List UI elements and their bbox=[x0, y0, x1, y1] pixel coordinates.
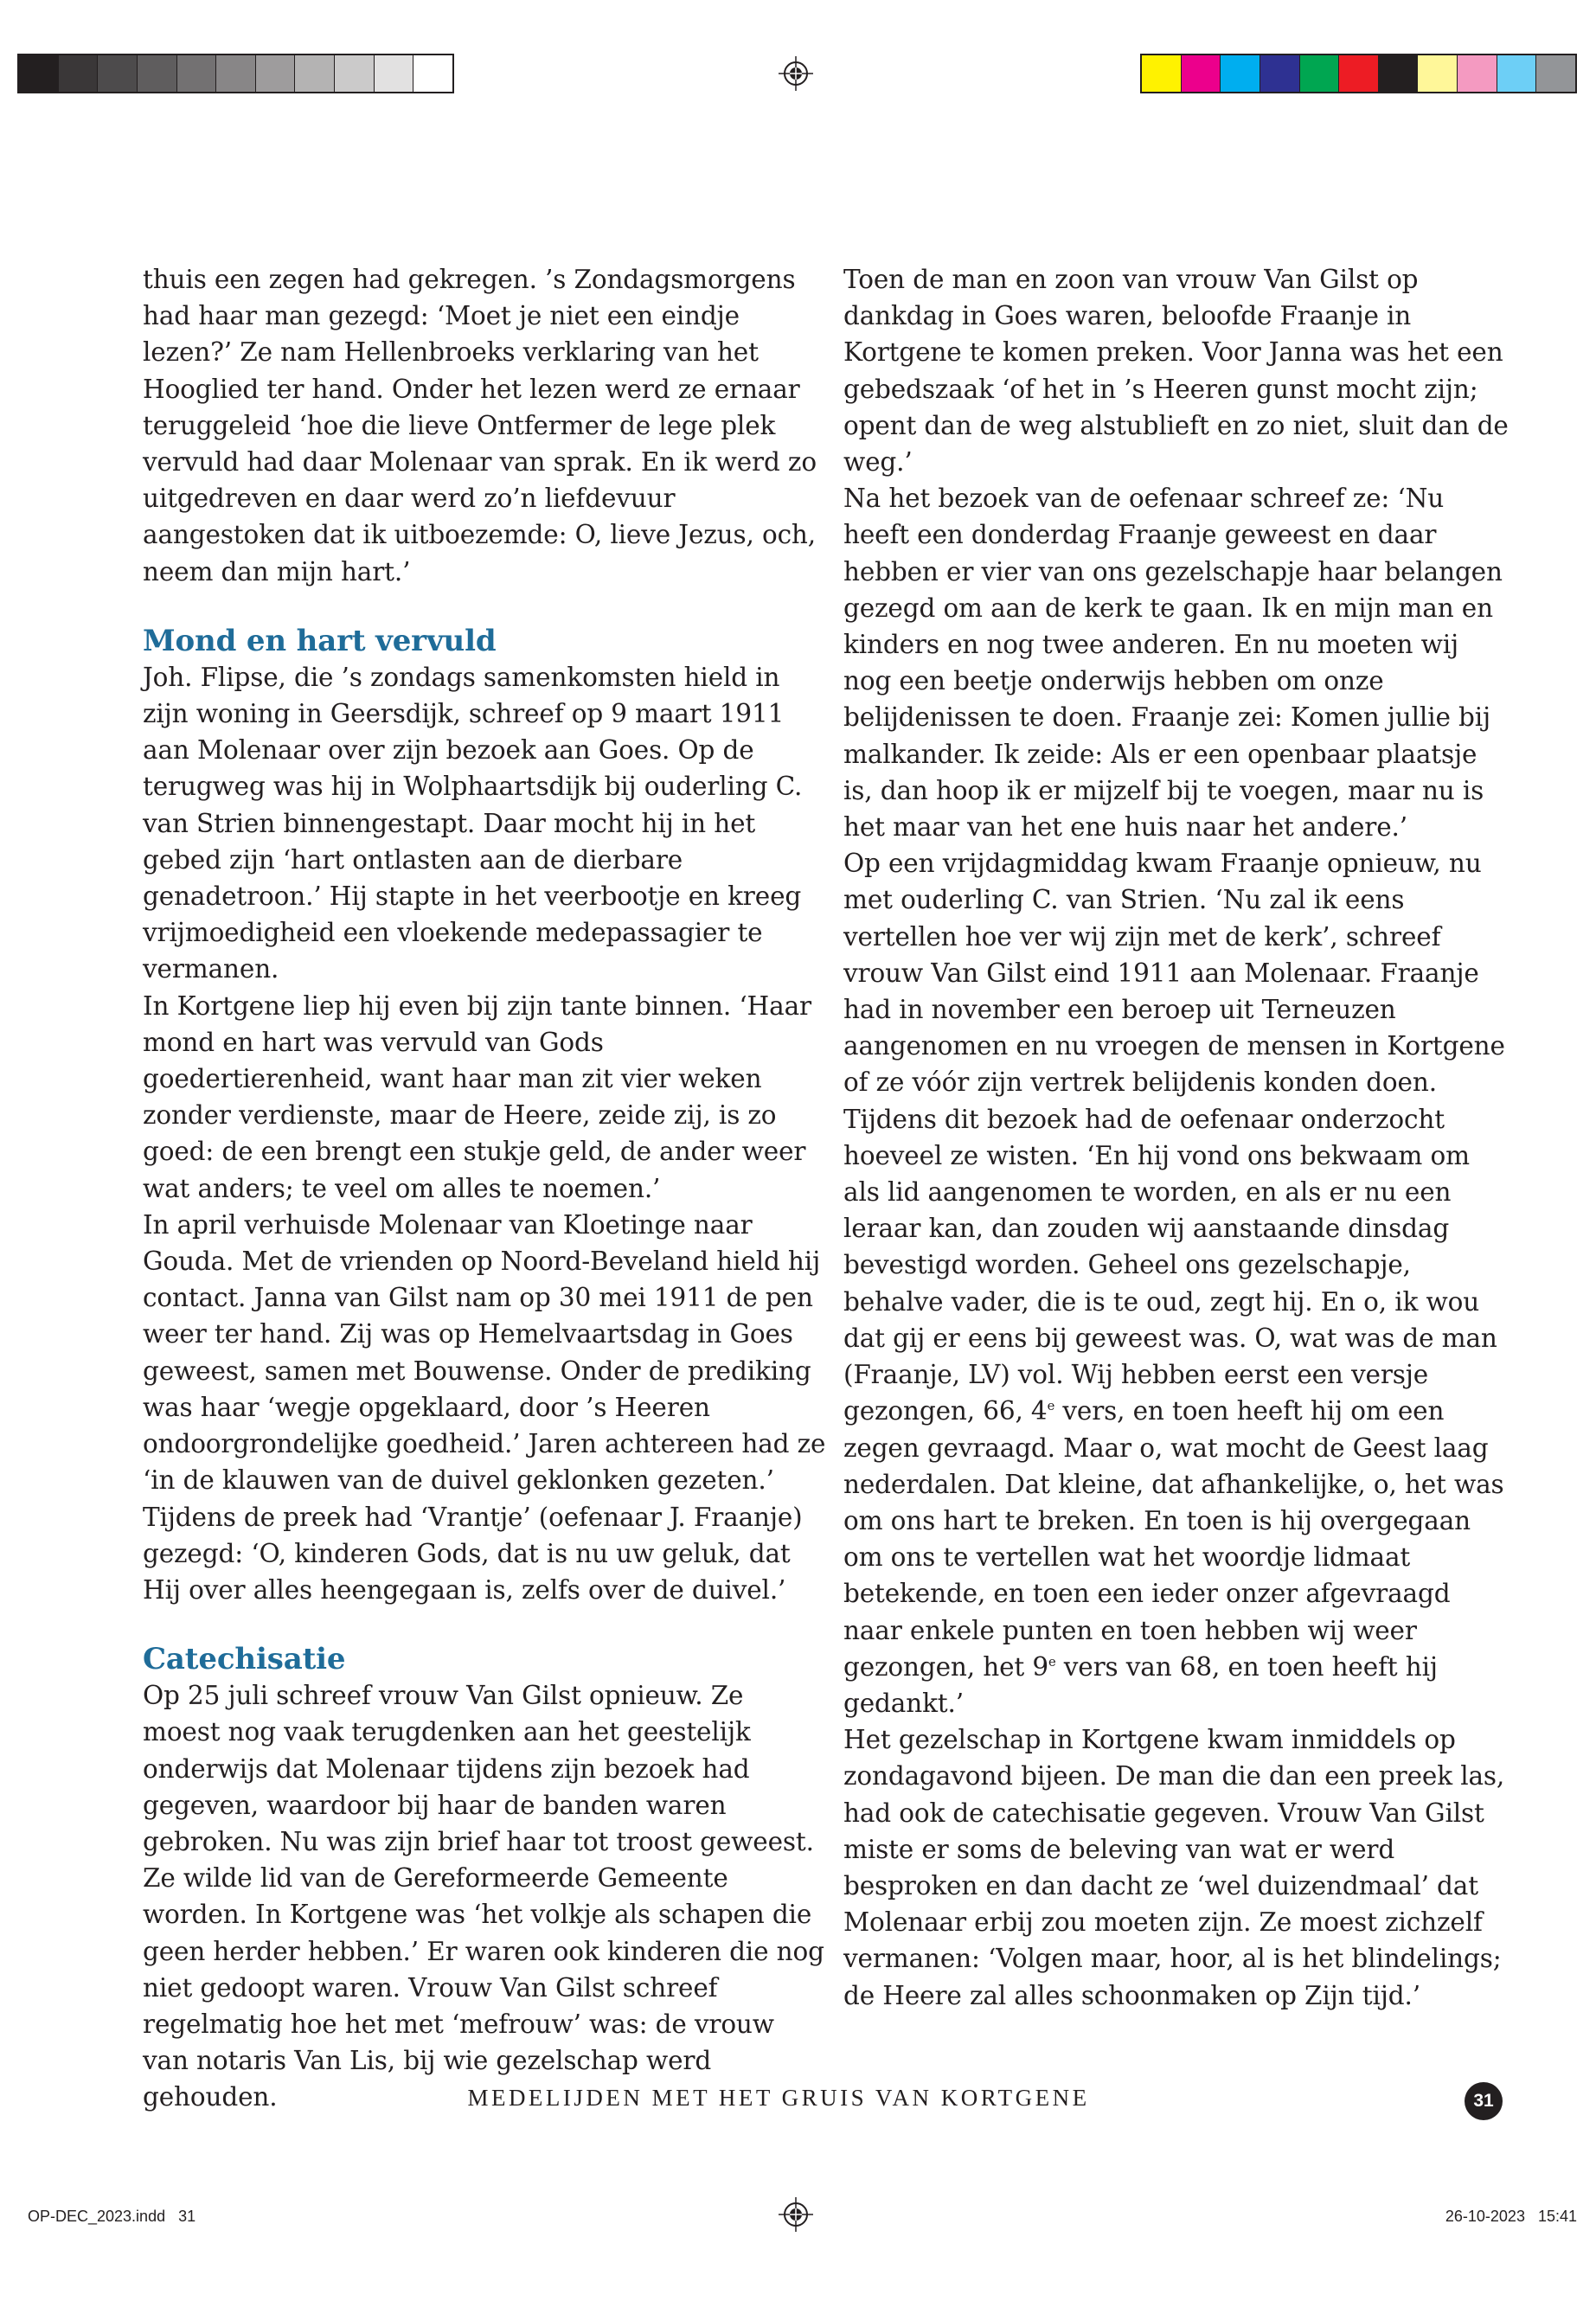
registration-mark-top-icon bbox=[779, 56, 813, 91]
section-heading-catechisatie: Catechisatie bbox=[143, 1642, 346, 1677]
color-swatch bbox=[1259, 55, 1299, 92]
color-swatch bbox=[1142, 55, 1181, 92]
paragraph bbox=[843, 845, 1509, 1721]
paragraph: Op 25 juli schreef vrouw Van Gilst opnieuw. Ze moest nog vaak terugdenken aan het geestelijk onderwijs dat Molenaar tijdens zijn bezoek had gegeven, waardoor bij haar de banden waren gebroken. Nu was zijn brief haar tot troost geweest. bbox=[143, 1681, 814, 1856]
grayscale-calibration-bar bbox=[17, 54, 454, 93]
paragraph: Ze wilde lid van de Gereformeerde Gemeente worden. In Kortgene was ‘het volkje als schapen die geen herder hebben.’ Er waren ook kinderen die nog niet gedoopt waren. Vrouw Van Gilst schreef regelmatig hoe het met ‘mefrouw’ was: de vrouw van notaris Van Lis, bij wie gezelschap werd gehouden. bbox=[143, 1863, 824, 2112]
gray-swatch bbox=[255, 55, 295, 92]
section-heading-mond-en-hart: Mond en hart vervuld bbox=[143, 623, 497, 658]
color-swatch bbox=[1181, 55, 1221, 92]
color-swatch bbox=[1457, 55, 1497, 92]
gray-swatch bbox=[19, 55, 58, 92]
text-run: Op een vrijdagmiddag kwam Fraanje opnieuw, nu met ouderling C. van Strien. ‘Nu zal ik eens vertellen hoe ver wij zijn met de kerk’, schreef vrouw Van Gilst eind 1911 aan Molenaar. Fraanje had in november een beroep uit Terneuzen aangenomen en nu vroegen de mensen in Kortgene of ze vóór zijn vertrek belijdenis konden doen. Tijdens dit bezoek had de oefenaar onderzocht hoeveel ze wisten. ‘En hij vond ons bekwaam om als lid aangenomen te worden, en als er nu een leraar kan, dan zouden wij aanstaande dinsdag bevestigd worden. Geheel ons gezelschapje, behalve vader, die is te oud, zegt hij. En o, ik wou dat gij er eens bij geweest was. O, wat was de man (Fraanje, LV) vol. Wij hebben eerst een versje gezongen, 66, 4 bbox=[843, 849, 1505, 1426]
text-run: vers van 68, en toen heeft hij gedankt.’ bbox=[843, 1651, 1438, 1718]
slug-datetime: 26-10-2023 15:41 bbox=[1445, 2208, 1577, 2225]
gray-swatch bbox=[413, 55, 452, 92]
gray-swatch bbox=[294, 55, 334, 92]
gray-swatch bbox=[137, 55, 176, 92]
superscript: e bbox=[1047, 1399, 1055, 1414]
color-swatch bbox=[1299, 55, 1339, 92]
right-text-column bbox=[843, 261, 1509, 2014]
superscript: e bbox=[1048, 1654, 1056, 1670]
running-footer-title: MEDELIJDEN MET HET GRUIS VAN KORTGENE bbox=[467, 2085, 1090, 2111]
paragraph: Het gezelschap in Kortgene kwam inmiddels op zondagavond bijeen. De man die dan een preek las, had ook de catechisatie gegeven. Vrouw Van Gilst miste er soms de beleving van wat er werd besproken en dan dacht ze ‘wel duizendmaal’ dat Molenaar erbij zou moeten zijn. Ze moest zichzelf vermanen: ‘Volgen maar, hoor, al is het blindelings; de Heere zal alles schoonmaken op Zijn tijd.’ bbox=[843, 1725, 1505, 2010]
gray-swatch bbox=[215, 55, 255, 92]
paragraph: Toen de man en zoon van vrouw Van Gilst op dankdag in Goes waren, beloofde Fraanje in Kortgene te komen preken. Voor Janna was het een gebedszaak ‘of het in ’s Heeren gunst mocht zijn; opent dan de weg alstublieft en zo niet, sluit dan de weg.’ bbox=[843, 265, 1509, 478]
page-number-badge: 31 bbox=[1465, 2082, 1503, 2120]
gray-swatch bbox=[58, 55, 98, 92]
gray-swatch bbox=[334, 55, 374, 92]
color-swatch bbox=[1378, 55, 1418, 92]
color-swatch bbox=[1497, 55, 1536, 92]
process-color-calibration-bar bbox=[1140, 54, 1577, 93]
slug-filename: OP-DEC_2023.indd 31 bbox=[28, 2208, 196, 2225]
paragraph: thuis een zegen had gekregen. ’s Zondagsmorgens had haar man gezegd: ‘Moet je niet een eindje lezen?’ Ze nam Hellenbroeks verklaring van het Hooglied ter hand. Onder het lezen werd ze ernaar teruggeleid ‘hoe die lieve Ontfermer de lege plek vervuld had daar Molenaar van sprak. En ik werd zo uitgedreven en daar werd zo’n liefdevuur aangestoken dat ik uitboezemde: O, lieve Jezus, och, neem dan mijn hart.’ bbox=[143, 265, 817, 586]
gray-swatch bbox=[176, 55, 216, 92]
color-swatch bbox=[1338, 55, 1378, 92]
paragraph: Na het bezoek van de oefenaar schreef ze: ‘Nu heeft een donderdag Fraanje geweest en daar hebben er vier van ons gezelschapje haar belangen gezegd om aan de kerk te gaan. Ik en mijn man en kinders en nog twee anderen. En nu moeten wij nog een beetje onderwijs hebben om onze belijdenissen te doen. Fraanje zei: Komen jullie bij malkander. Ik zeide: Als er een openbaar plaatsje is, dan hoop ik er mijzelf bij te voegen, maar nu is het maar van het ene huis naar het andere.’ bbox=[843, 484, 1503, 843]
gray-swatch bbox=[97, 55, 137, 92]
color-swatch bbox=[1535, 55, 1575, 92]
gray-swatch bbox=[374, 55, 413, 92]
paragraph: In april verhuisde Molenaar van Kloetinge naar Gouda. Met de vrienden op Noord-Beveland hield hij contact. Janna van Gilst nam op 30 mei 1911 de pen weer ter hand. Zij was op Hemelvaartsdag in Goes geweest, samen met Bouwense. Onder de prediking was haar ‘wegje opgeklaard, door ’s Heeren ondoorgrondelijke goedheid.’ Jaren achtereen had ze ‘in de klauwen van de duivel geklonken gezeten.’ Tijdens de preek had ‘Vrantje’ (oefenaar J. Fraanje) gezegd: ‘O, kinderen Gods, dat is nu uw geluk, dat Hij over alles heengegaan is, zelfs over de duivel.’ bbox=[143, 1209, 826, 1605]
registration-mark-bottom-icon bbox=[779, 2197, 813, 2232]
left-text-column bbox=[143, 261, 826, 2116]
color-swatch bbox=[1417, 55, 1457, 92]
text-run: vers, en toen heeft hij om een zegen gevraagd. Maar o, wat mocht de Geest laag nederdalen. Dat kleine, dat afhankelijke, o, het was om ons hart te breken. En toen is hij overgegaan om ons te vertellen wat het woordje lidmaat betekende, en toen een ieder onzer afgevraagd naar enkele punten en toen hebben wij weer gezongen, het 9 bbox=[843, 1396, 1504, 1682]
paragraph: In Kortgene liep hij even bij zijn tante binnen. ‘Haar mond en hart was vervuld van Gods goedertierenheid, want haar man zit vier weken zonder verdienste, maar de Heere, zeide zij, is zo goed: de een brengt een stukje geld, de ander weer wat anders; te veel om alles te noemen.’ bbox=[143, 990, 811, 1203]
color-swatch bbox=[1220, 55, 1259, 92]
paragraph: Joh. Flipse, die ’s zondags samenkomsten hield in zijn woning in Geersdijk, schreef op 9 maart 1911 aan Molenaar over zijn bezoek aan Goes. Op de terugweg was hij in Wolphaartsdijk bij ouderling C. van Strien binnengestapt. Daar mocht hij in het gebed zijn ‘hart ontlasten aan de dierbare genadetroon.’ Hij stapte in het veerbootje en kreeg vrijmoedigheid een vloekende medepassagier te vermanen. bbox=[143, 662, 803, 984]
